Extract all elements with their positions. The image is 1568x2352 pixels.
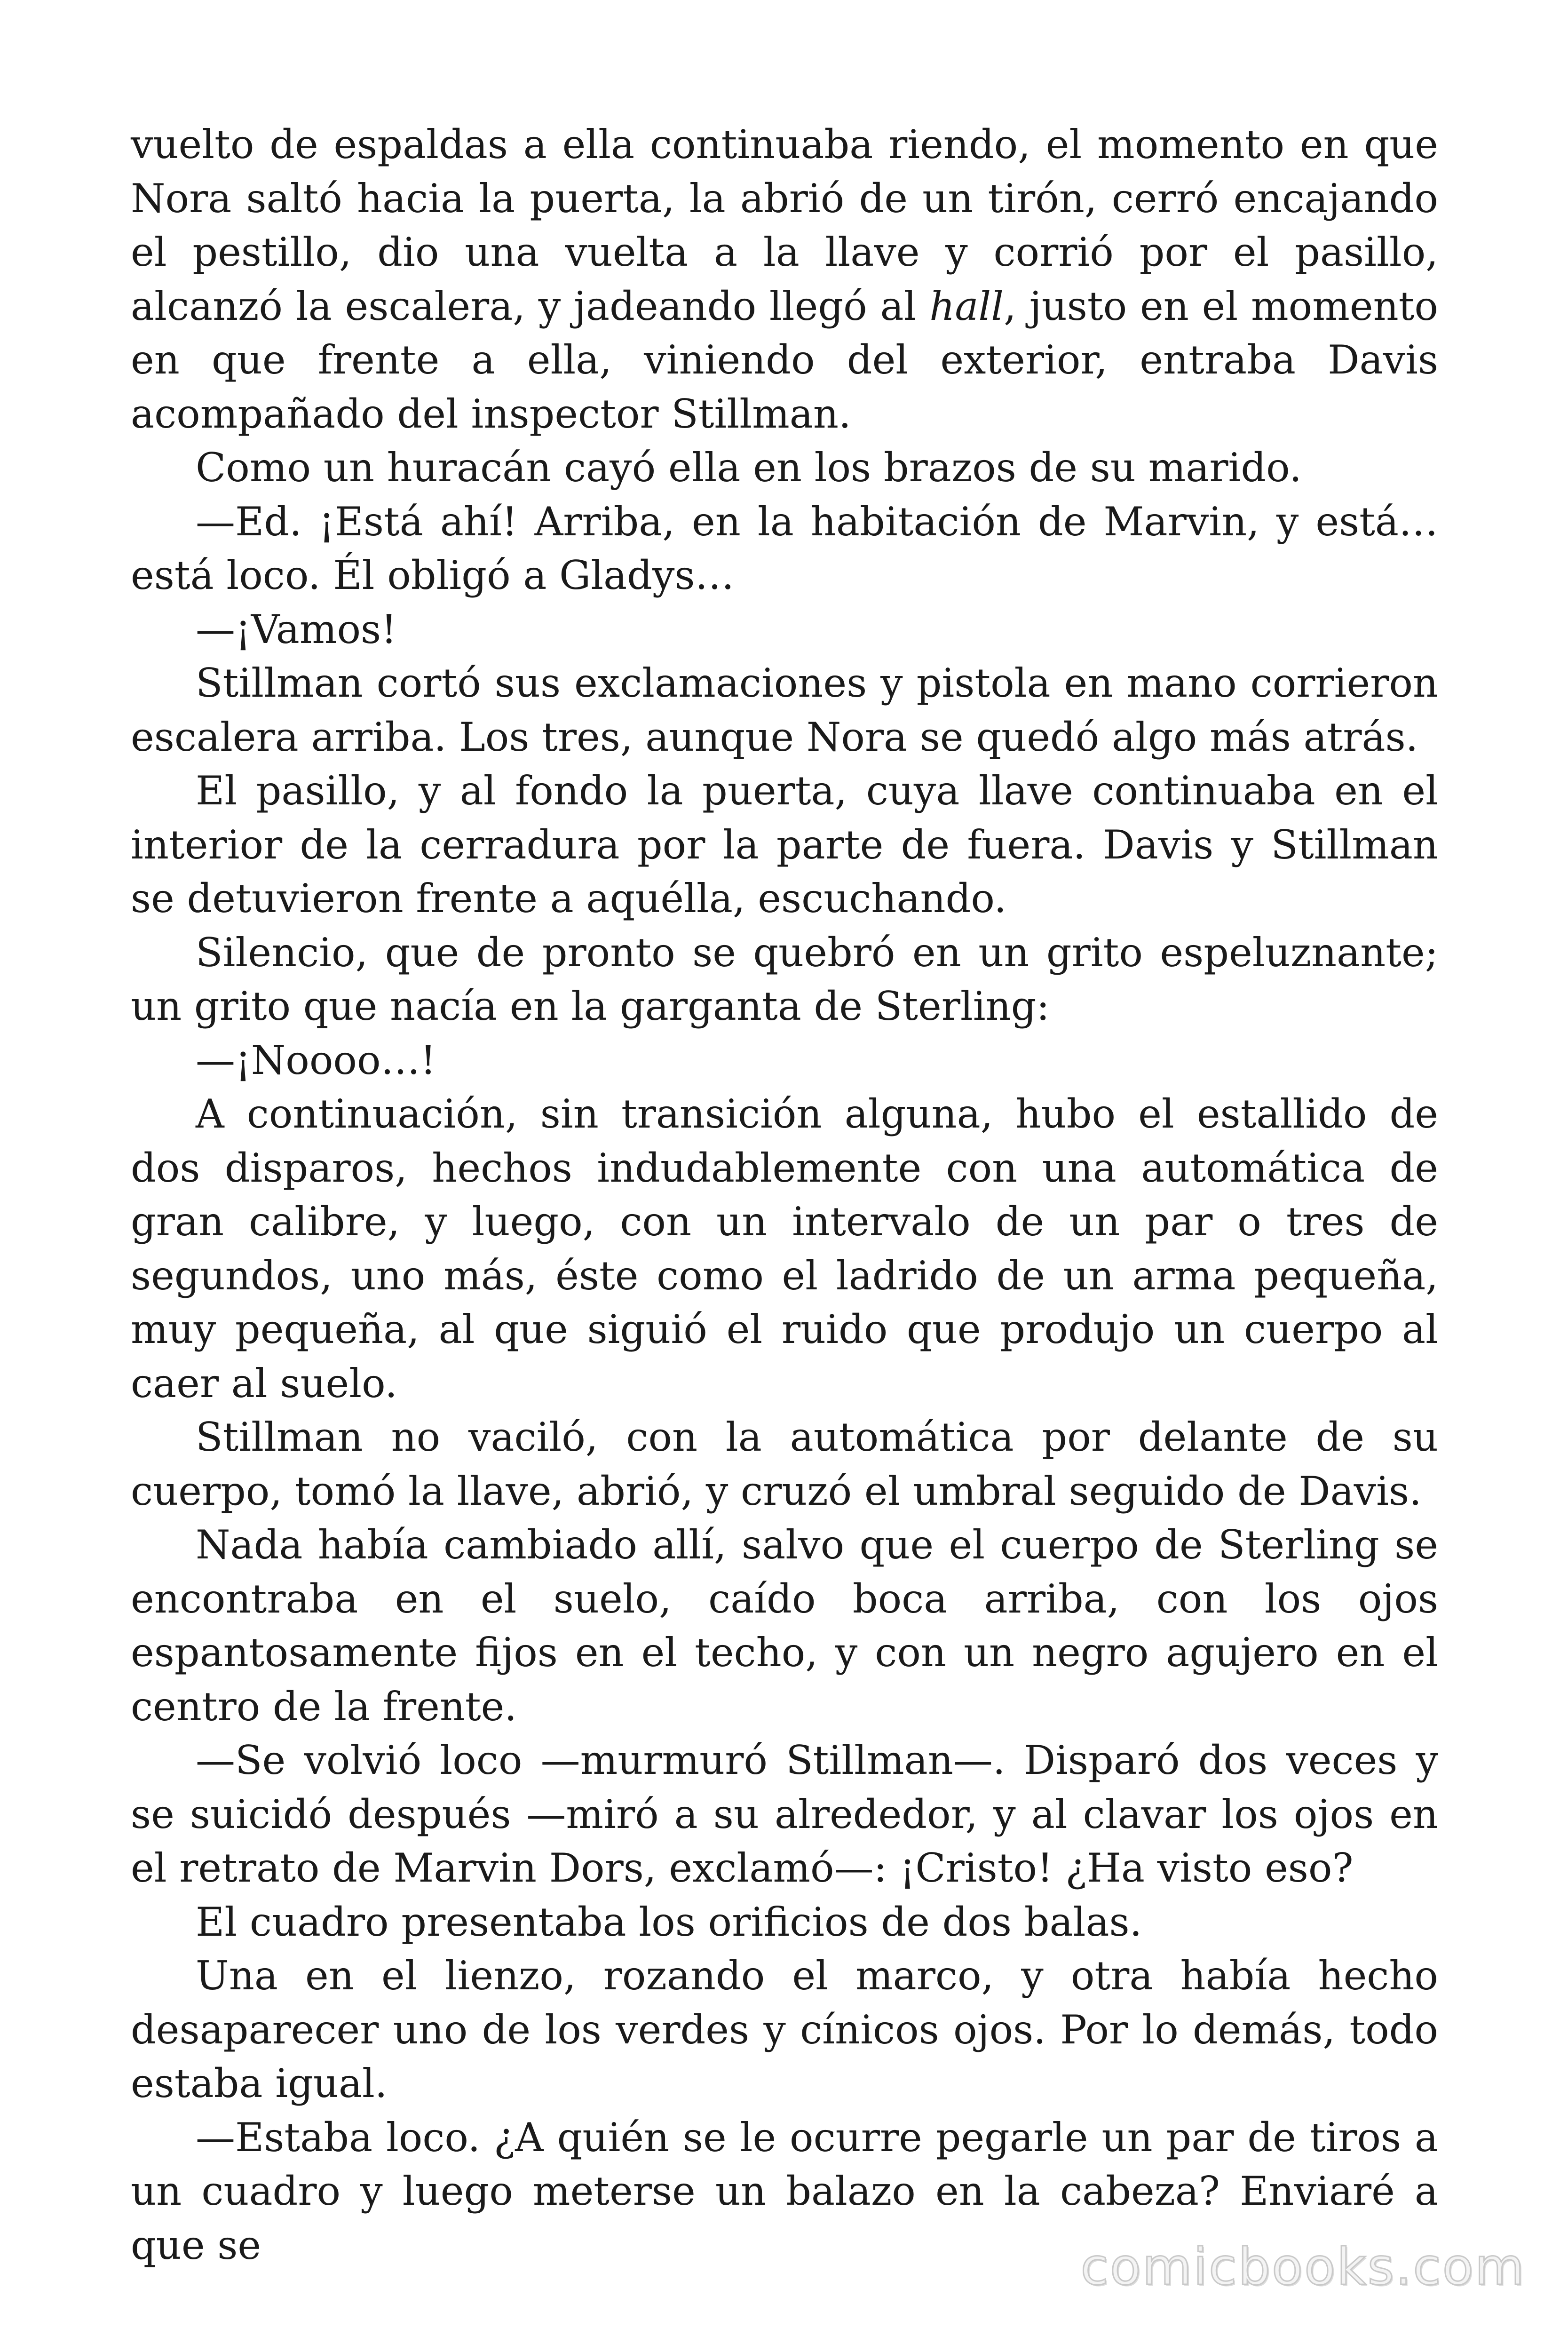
- text-run: Como un huracán cayó ella en los brazos de su marido.: [196, 445, 1302, 491]
- body-text: [131, 118, 1438, 2272]
- text-run: Una en el lienzo, rozando el marco, y otra había hecho desaparecer uno de los verdes y cínicos ojos. Por lo demás, todo estaba igual.: [131, 1953, 1438, 2106]
- text-run: Silencio, que de pronto se quebró en un grito espeluznante; un grito que nacía en la garganta de Sterling:: [131, 929, 1438, 1029]
- paragraph: [131, 926, 1438, 1033]
- paragraph: [131, 1087, 1438, 1410]
- paragraph: [131, 1033, 1438, 1088]
- text-run: —Estaba loco. ¿A quién se le ocurre pegarle un par de tiros a un cuadro y luego meterse un balazo en la cabeza? Enviaré a que se: [131, 2114, 1438, 2268]
- paragraph: [131, 441, 1438, 495]
- paragraph: [131, 1895, 1438, 1949]
- text-run: , justo en el momento en que frente a ella, viniendo del exterior, entraba Davis acompañado del inspector Stillman.: [131, 283, 1438, 437]
- text-run: Nada había cambiado allí, salvo que el cuerpo de Sterling se encontraba en el suelo, caído boca arriba, con los ojos espantosamente fijos en el techo, y con un negro agujero en el centro de la frente.: [131, 1522, 1438, 1730]
- paragraph: [131, 1949, 1438, 2111]
- paragraph: [131, 656, 1438, 764]
- text-run: El pasillo, y al fondo la puerta, cuya llave continuaba en el interior de la cerradura por la parte de fuera. Davis y Stillman se detuvieron frente a aquélla, escuchando.: [131, 768, 1438, 922]
- paragraph: [131, 764, 1438, 926]
- paragraph: [131, 118, 1438, 441]
- text-run: —¡Vamos!: [196, 606, 397, 652]
- paragraph: [131, 1518, 1438, 1733]
- paragraph: [131, 1733, 1438, 1895]
- text-run: —Se volvió loco —murmuró Stillman—. Disparó dos veces y se suicidó después —miró a su alrededor, y al clavar los ojos en el retrato de Marvin Dors, exclamó—: ¡Cristo! ¿Ha visto eso?: [131, 1737, 1438, 1891]
- paragraph: [131, 1410, 1438, 1518]
- text-run: Stillman no vaciló, con la automática por delante de su cuerpo, tomó la llave, abrió, y cruzó el umbral seguido de Davis.: [131, 1414, 1438, 1514]
- italic-text: hall: [929, 283, 1004, 329]
- text-run: —¡Noooo…!: [196, 1037, 436, 1083]
- site-watermark: comicbooks.com: [1080, 2238, 1526, 2296]
- text-run: Stillman cortó sus exclamaciones y pistola en mano corrieron escalera arriba. Los tres, aunque Nora se quedó algo más atrás.: [131, 660, 1438, 760]
- text-run: El cuadro presentaba los orificios de dos balas.: [196, 1899, 1142, 1945]
- text-run: —Ed. ¡Está ahí! Arriba, en la habitación de Marvin, y está… está loco. Él obligó a Gladys…: [131, 498, 1438, 598]
- text-run: A continuación, sin transición alguna, hubo el estallido de dos disparos, hechos indudablemente con una automática de gran calibre, y luego, con un intervalo de un par o tres de segundos, uno más, éste como el ladrido de un arma pequeña, muy pequeña, al que siguió el ruido que produjo un cuerpo al caer al suelo.: [131, 1091, 1438, 1406]
- text-run: vuelto de espaldas a ella continuaba riendo, el momento en que Nora saltó hacia la puerta, la abrió de un tirón, cerró encajando el pestillo, dio una vuelta a la llave y corrió por el pasillo, alcanzó la escalera, y jadeando llegó al: [131, 121, 1438, 329]
- paragraph: [131, 603, 1438, 657]
- paragraph: [131, 495, 1438, 603]
